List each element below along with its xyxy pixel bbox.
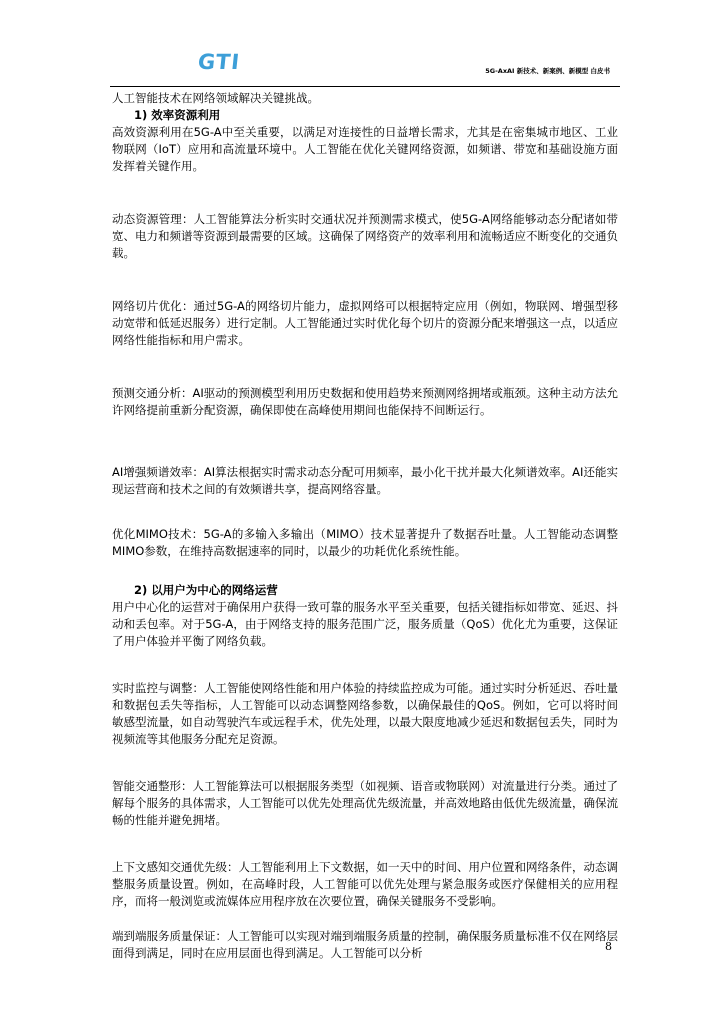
paragraph: 网络切片优化：通过5G-A的网络切片能力，虚拟网络可以根据特定应用（例如，物联网、增强型移动宽带和低延迟服务）进行定制。人工智能通过实时优化每个切片的资源分配来增强这一点，以适应网络性能指标和用户需求。	[112, 299, 618, 347]
document-title: 5G-AxAI 新技术、新案例、新模型 白皮书	[485, 67, 610, 75]
paragraph: 上下文感知交通优先级：人工智能利用上下文数据，如一天中的时间、用户位置和网络条件，动态调整服务质量设置。例如，在高峰时段，人工智能可以优先处理与紧急服务或医疗保健相关的应用程序，而将一般浏览或流媒体应用程序放在次要位置，确保关键服务不受影响。	[112, 860, 618, 908]
paragraph: 预测交通分析：AI驱动的预测模型利用历史数据和使用趋势来预测网络拥堵或瓶颈。这种主动方法允许网络提前重新分配资源，确保即使在高峰使用期间也能保持不间断运行。	[112, 386, 618, 417]
paragraph: 高效资源利用在5G-A中至关重要，以满足对连接性的日益增长需求，尤其是在密集城市地区、工业物联网（IoT）应用和高流量环境中。人工智能在优化关键网络资源，如频谱、带宽和基础设施方面发挥着关键作用。	[112, 125, 618, 173]
section-heading-2: 2) 以用户为中心的网络运营	[134, 583, 278, 597]
paragraph: 实时监控与调整：人工智能使网络性能和用户体验的持续监控成为可能。通过实时分析延迟、吞吐量和数据包丢失等指标，人工智能可以动态调整网络参数，以确保最佳的QoS。例如，它可以将时间敏感型流量，如自动驾驶汽车或远程手术，优先处理，以最大限度地减少延迟和数据包丢失，同时为视频流等其他服务分配充足资源。	[112, 681, 618, 746]
logo-text: GTI	[196, 50, 242, 74]
page-body	[112, 90, 618, 962]
paragraph: 智能交通整形：人工智能算法可以根据服务类型（如视频、语音或物联网）对流量进行分类。通过了解每个服务的具体需求，人工智能可以优先处理高优先级流量，并高效地路由低优先级流量，确保流畅的性能并避免拥堵。	[112, 779, 618, 827]
paragraph: 用户中心化的运营对于确保用户获得一致可靠的服务水平至关重要，包括关键指标如带宽、延迟、抖动和丢包率。对于5G-A，由于网络支持的服务范围广泛，服务质量（QoS）优化尤为重要，这保证了用户体验并平衡了网络负载。	[112, 600, 618, 648]
paragraph: 动态资源管理：人工智能算法分析实时交通状况并预测需求模式，使5G-A网络能够动态分配诸如带宽、电力和频谱等资源到最需要的区域。这确保了网络资产的效率利用和流畅适应不断变化的交通负载。	[112, 212, 618, 260]
paragraph: 端到端服务质量保证：人工智能可以实现对端到端服务质量的控制，确保服务质量标准不仅在网络层面得到满足，同时在应用层面也得到满足。人工智能可以分析	[112, 929, 618, 960]
page-number: 8	[605, 940, 612, 953]
section-heading-1: 1) 效率资源利用	[134, 108, 221, 122]
header-divider	[110, 86, 620, 87]
intro-paragraph: 人工智能技术在网络领域解决关键挑战。	[112, 91, 319, 105]
paragraph: AI增强频谱效率：AI算法根据实时需求动态分配可用频率，最小化干扰并最大化频谱效率。AI还能实现运营商和技术之间的有效频谱共享，提高网络容量。	[112, 465, 618, 496]
paragraph: 优化MIMO技术：5G-A的多输入多输出（MIMO）技术显著提升了数据吞吐量。人工智能动态调整MIMO参数，在维持高数据速率的同时，以最少的功耗优化系统性能。	[112, 527, 618, 558]
